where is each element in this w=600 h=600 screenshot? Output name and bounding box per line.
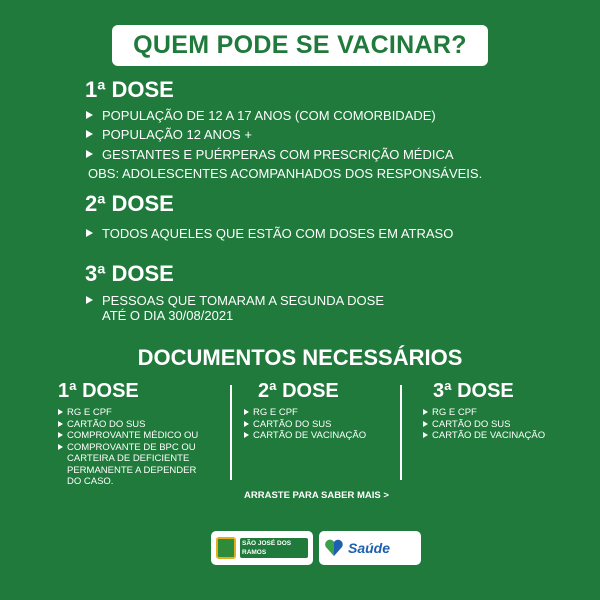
municipality-name: SÃO JOSÉ DOS RAMOS — [240, 538, 308, 558]
bullet-icon — [86, 229, 93, 237]
documents-title: DOCUMENTOS NECESSÁRIOS — [137, 345, 463, 370]
list-item: CARTÃO DO SUS — [244, 419, 394, 431]
health-label: Saúde — [348, 540, 391, 556]
list-item: RG E CPF — [423, 407, 573, 419]
column-divider — [400, 385, 402, 480]
docs-dose2-heading: 2ª DOSE — [258, 380, 339, 402]
dose1-note: OBS: ADOLESCENTES ACOMPANHADOS DOS RESPONSÁVEIS. — [88, 166, 483, 181]
dose1-item: GESTANTES E PUÉRPERAS COM PRESCRIÇÃO MÉDICA — [86, 147, 454, 162]
bullet-icon — [86, 130, 93, 138]
docs-dose3-heading: 3ª DOSE — [433, 380, 514, 402]
title-banner — [112, 25, 488, 66]
docs-column-dose1 — [58, 380, 228, 488]
bullet-icon — [244, 409, 249, 415]
bullet-icon — [244, 421, 249, 427]
bullet-icon — [423, 421, 428, 427]
dose1-item: POPULAÇÃO DE 12 A 17 ANOS (COM COMORBIDADE) — [86, 108, 436, 123]
dose2-heading: 2ª DOSE — [85, 191, 174, 216]
bullet-icon — [86, 150, 93, 158]
dose3-heading: 3ª DOSE — [85, 261, 174, 286]
list-item-continuation: PERMANENTE A DEPENDER — [67, 464, 197, 476]
list-item: CARTÃO DE VACINAÇÃO — [244, 430, 394, 442]
list-item: CARTÃO DO SUS — [423, 419, 573, 431]
municipal-seal-icon — [216, 537, 236, 559]
list-item-continuation: CARTEIRA DE DEFICIENTE — [67, 453, 190, 464]
column-divider — [230, 385, 232, 480]
docs-column-dose2 — [244, 380, 394, 442]
dose3-item: PESSOAS QUE TOMARAM A SEGUNDA DOSE ATÉ O DIA 30/08/2021 — [86, 293, 384, 323]
swipe-hint: ARRASTE PARA SABER MAIS > — [244, 490, 389, 501]
list-item: COMPROVANTE MÉDICO OU — [58, 430, 228, 442]
page-title: QUEM PODE SE VACINAR? — [133, 31, 467, 59]
logos-bar — [211, 531, 421, 565]
bullet-icon — [244, 432, 249, 438]
dose1-heading: 1ª DOSE — [85, 77, 174, 102]
bullet-icon — [58, 444, 63, 450]
bullet-icon — [423, 432, 428, 438]
bullet-icon — [58, 409, 63, 415]
bullet-icon — [58, 432, 63, 438]
list-item: CARTÃO DE VACINAÇÃO — [423, 430, 573, 442]
bullet-icon — [86, 296, 93, 304]
municipality-logo — [211, 531, 313, 565]
list-item: RG E CPF — [244, 407, 394, 419]
bullet-icon — [423, 409, 428, 415]
list-item-continuation: DO CASO. — [67, 476, 114, 487]
dose2-item: TODOS AQUELES QUE ESTÃO COM DOSES EM ATRASO — [86, 226, 453, 241]
list-item: COMPROVANTE DE BPC OU — [58, 442, 228, 454]
bullet-icon — [58, 421, 63, 427]
bullet-icon — [86, 111, 93, 119]
docs-dose1-heading: 1ª DOSE — [58, 380, 139, 402]
health-secretariat-logo — [319, 531, 421, 565]
heart-icon — [324, 538, 344, 558]
docs-column-dose3 — [423, 380, 573, 442]
list-item: CARTÃO DO SUS — [58, 419, 228, 431]
list-item: RG E CPF — [58, 407, 228, 419]
dose1-item: POPULAÇÃO 12 ANOS + — [86, 127, 252, 142]
